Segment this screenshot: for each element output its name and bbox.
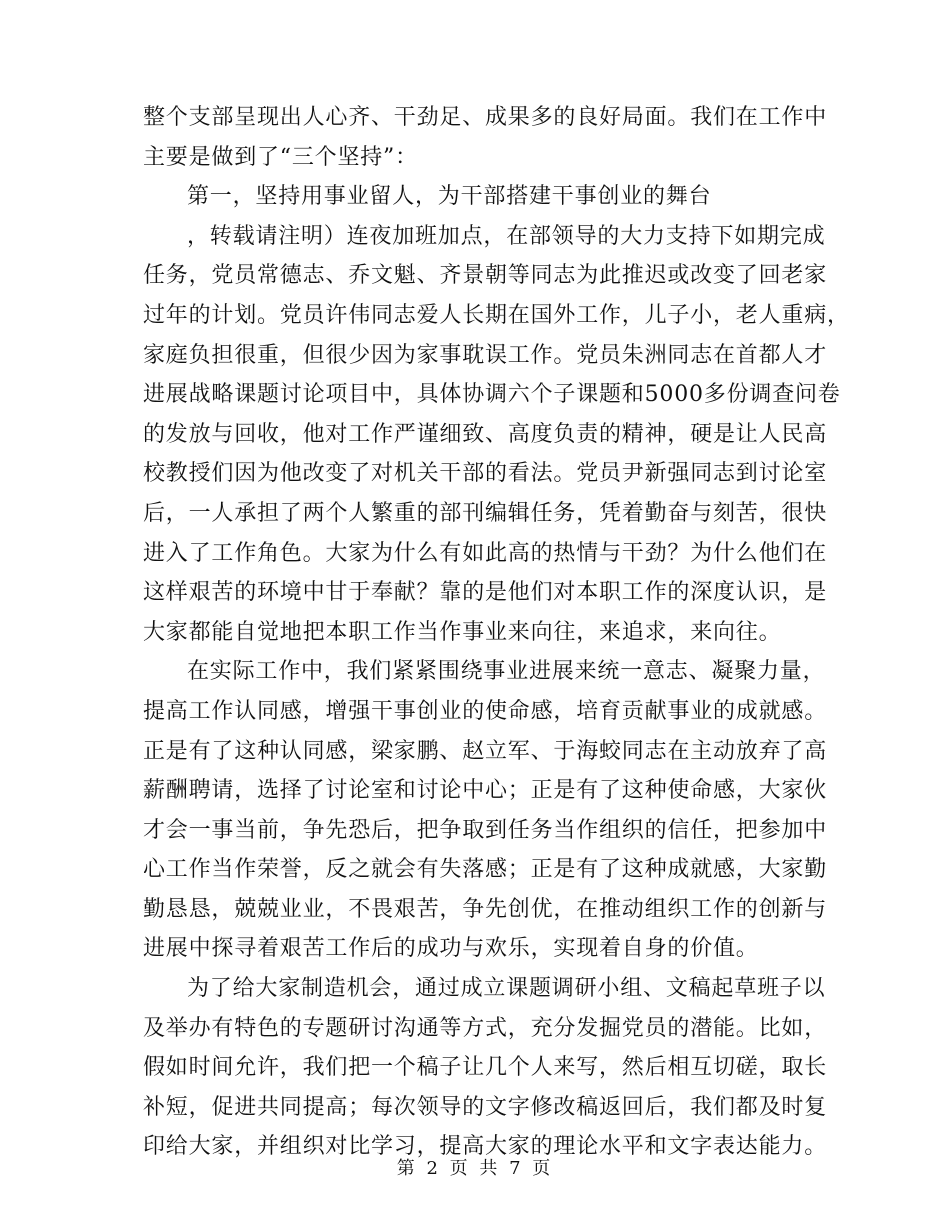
text-line: 补短，促进共同提高；每次领导的文字修改稿返回后，我们都及时复 bbox=[143, 1094, 828, 1120]
text-line: 在实际工作中，我们紧紧围绕事业进展来统一意志、凝聚力量， bbox=[187, 659, 826, 685]
text-line: 为了给大家制造机会，通过成立课题调研小组、文稿起草班子以 bbox=[187, 976, 826, 1002]
text-line: 的发放与回收，他对工作严谨细致、高度负责的精神，硬是让人民高 bbox=[143, 421, 828, 447]
page-footer: 第 2 页 共 7 页 bbox=[396, 1158, 554, 1179]
text-line: 心工作当作荣誉，反之就会有失落感；正是有了这种成就感，大家勤 bbox=[143, 857, 828, 883]
text-line: 提高工作认同感，增强干事创业的使命感，培育贡献事业的成就感。 bbox=[143, 698, 828, 724]
text-line: 进展中探寻着艰苦工作后的成功与欢乐，实现着自身的价值。 bbox=[143, 936, 759, 962]
text-line: 及举办有特色的专题研讨沟通等方式，充分发掘党员的潜能。比如， bbox=[143, 1015, 828, 1041]
text-line: 这样艰苦的环境中甘于奉献？靠的是他们对本职工作的深度认识，是 bbox=[143, 580, 828, 606]
text-line: 过年的计划。党员许伟同志爱人长期在国外工作，儿子小，老人重病， bbox=[143, 302, 850, 328]
text-line: 进展战略课题讨论项目中，具体协调六个子课题和5000多份调查问卷 bbox=[143, 382, 841, 408]
text-line: 才会一事当前，争先恐后，把争取到任务当作组织的信任，把参加中 bbox=[143, 817, 828, 843]
text-line: ，转载请注明）连夜加班加点，在部领导的大力支持下如期完成 bbox=[187, 223, 826, 249]
text-line: 家庭负担很重，但很少因为家事耽误工作。党员朱洲同志在首都人才 bbox=[143, 342, 828, 368]
text-line: 主要是做到了“三个坚持”： bbox=[143, 144, 418, 170]
text-line: 后，一人承担了两个人繁重的部刊编辑任务，凭着勤奋与刻苦，很快 bbox=[143, 500, 828, 526]
text-line: 印给大家，并组织对比学习，提高大家的理论水平和文字表达能力。 bbox=[143, 1134, 828, 1160]
text-line: 正是有了这种认同感，梁家鹏、赵立军、于海蛟同志在主动放弃了高 bbox=[143, 738, 828, 764]
text-line: 薪酬聘请，选择了讨论室和讨论中心；正是有了这种使命感，大家伙 bbox=[143, 778, 828, 804]
text-line: 大家都能自觉地把本职工作当作事业来向往，来追求，来向往。 bbox=[143, 619, 782, 645]
text-line: 假如时间允许，我们把一个稿子让几个人来写，然后相互切磋，取长 bbox=[143, 1055, 828, 1081]
text-line: 进入了工作角色。大家为什么有如此高的热情与干劲？为什么他们在 bbox=[143, 540, 828, 566]
text-line: 第一，坚持用事业留人，为干部搭建干事创业的舞台 bbox=[187, 184, 712, 210]
text-line: 任务，党员常德志、乔文魁、齐景朝等同志为此推迟或改变了回老家 bbox=[143, 263, 828, 289]
text-line: 整个支部呈现出人心齐、干劲足、成果多的良好局面。我们在工作中 bbox=[143, 105, 828, 130]
document-body bbox=[143, 98, 850, 1167]
text-line: 校教授们因为他改变了对机关干部的看法。党员尹新强同志到讨论室 bbox=[143, 461, 828, 487]
text-line: 勤恳恳，兢兢业业，不畏艰苦，争先创优，在推动组织工作的创新与 bbox=[143, 896, 828, 922]
